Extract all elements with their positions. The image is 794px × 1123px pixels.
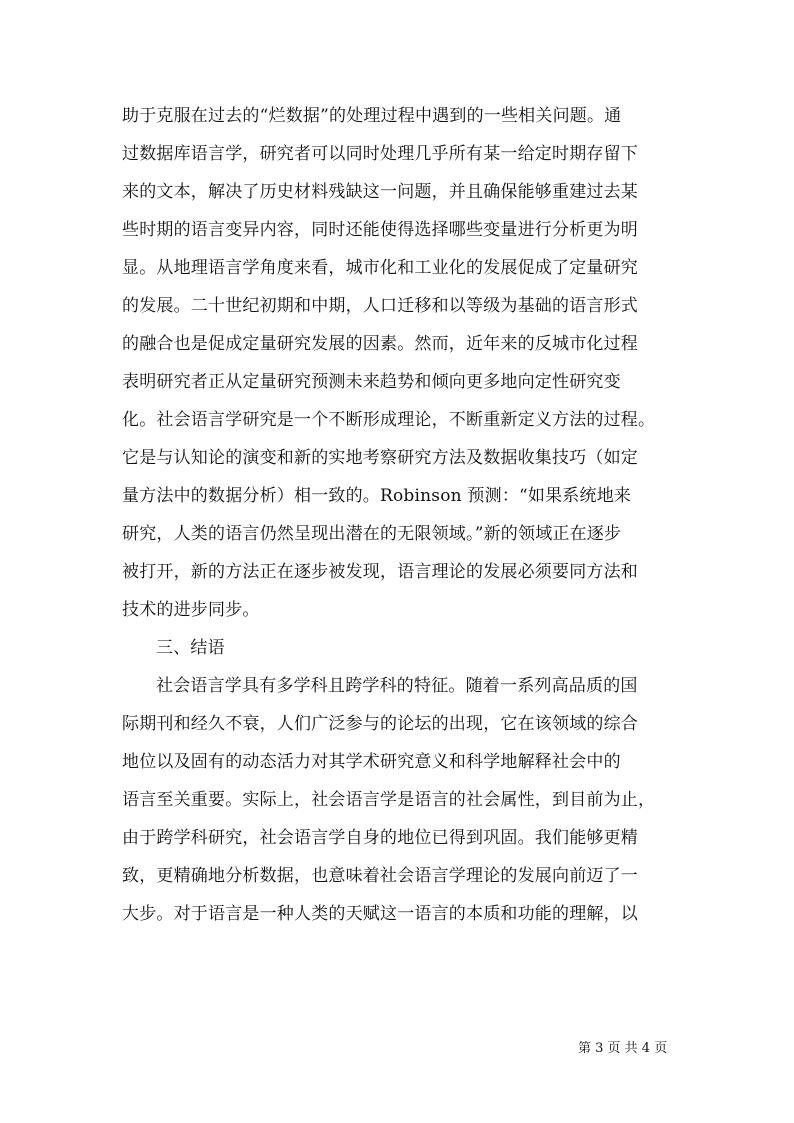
text-line: 被打开，新的方法正在逐步被发现，语言理论的发展必须要同方法和 (122, 562, 638, 582)
text-line: 过数据库语言学，研究者可以同时处理几乎所有某一给定时期存留下 (122, 144, 638, 164)
text-line: 来的文本，解决了历史材料残缺这一问题，并且确保能够重建过去某 (122, 182, 638, 202)
page-number: 第 3 页 共 4 页 (578, 1041, 668, 1056)
text-line: 致，更精确地分析数据，也意味着社会语言学理论的发展向前迈了一 (122, 866, 638, 886)
text-line: 语言至关重要。实际上，社会语言学是语言的社会属性，到目前为止， (122, 790, 656, 810)
section-heading: 三、结语 (156, 638, 225, 658)
text-line: 的发展。二十世纪初期和中期，人口迁移和以等级为基础的语言形式 (122, 296, 638, 316)
text-line: 量方法中的数据分析）相一致的。Robinson 预测：“如果系统地来 (122, 486, 632, 506)
text-line: 它是与认知论的演变和新的实地考察研究方法及数据收集技巧（如定 (122, 448, 638, 468)
text-line: 显。从地理语言学角度来看，城市化和工业化的发展促成了定量研究 (122, 258, 638, 278)
text-line: 大步。对于语言是一种人类的天赋这一语言的本质和功能的理解，以 (122, 904, 638, 924)
text-line: 些时期的语言变异内容，同时还能使得选择哪些变量进行分析更为明 (122, 220, 638, 240)
text-line: 化。社会语言学研究是一个不断形成理论，不断重新定义方法的过程。 (122, 410, 656, 430)
text-line: 地位以及固有的动态活力对其学术研究意义和科学地解释社会中的 (122, 752, 621, 772)
text-line: 助于克服在过去的“烂数据”的处理过程中遇到的一些相关问题。通 (122, 106, 622, 126)
text-line: 由于跨学科研究，社会语言学自身的地位已得到巩固。我们能够更精 (122, 828, 638, 848)
text-line: 研究，人类的语言仍然呈现出潜在的无限领域。”新的领域正在逐步 (122, 524, 622, 544)
text-line: 技术的进步同步。 (122, 600, 260, 620)
text-line: 社会语言学具有多学科且跨学科的特征。随着一系列高品质的国 (156, 676, 638, 696)
text-line: 表明研究者正从定量研究预测未来趋势和倾向更多地向定性研究变 (122, 372, 621, 392)
text-line: 际期刊和经久不衰，人们广泛参与的论坛的出现，它在该领域的综合 (122, 714, 638, 734)
text-line: 的融合也是促成定量研究发展的因素。然而，近年来的反城市化过程 (122, 334, 638, 354)
